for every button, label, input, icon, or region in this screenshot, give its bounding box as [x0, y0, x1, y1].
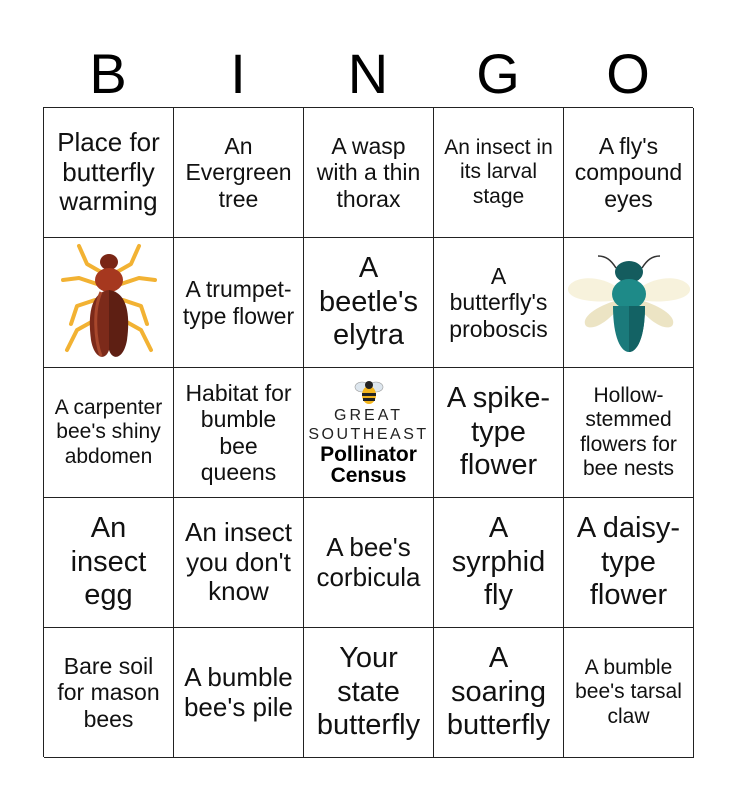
bingo-cell[interactable]: [174, 238, 304, 368]
bingo-cell-text: An insect egg: [70, 512, 147, 612]
bingo-cell-text: A trumpet-type flower: [182, 276, 295, 329]
bingo-cell[interactable]: [44, 628, 174, 758]
bingo-cell[interactable]: [174, 108, 304, 238]
header-letter-o: O: [606, 41, 650, 105]
bingo-cell-text: An Evergreen tree: [185, 132, 292, 212]
bingo-cell[interactable]: [434, 628, 564, 758]
header-letter-i: I: [230, 41, 246, 105]
logo-text-line4: Census: [330, 463, 407, 487]
bee-logo-icon: [354, 379, 384, 405]
bingo-cell[interactable]: [564, 238, 694, 368]
bingo-cell[interactable]: [44, 498, 174, 628]
header-letter-b: B: [89, 41, 127, 105]
bingo-cell[interactable]: [434, 108, 564, 238]
bingo-cell-text: A daisy-type flower: [576, 512, 681, 612]
bingo-cell-text: An insect in its larval stage: [444, 136, 553, 208]
bingo-cell-text: A syrphid fly: [451, 512, 546, 612]
bingo-cell[interactable]: [174, 498, 304, 628]
bingo-cell-text: A bumble bee's pile: [183, 661, 294, 722]
bingo-cell-text: Your state butterfly: [316, 642, 421, 742]
bingo-header: [43, 40, 693, 106]
bingo-cell-text: Bare soil for mason bees: [57, 652, 160, 732]
bingo-cell-text: Place for butterfly warming: [57, 126, 160, 217]
bingo-cell-text: A bumble bee's tarsal claw: [575, 656, 682, 728]
header-letter-n: N: [347, 41, 389, 105]
bingo-cell-text: A beetle's elytra: [318, 252, 419, 352]
bingo-cell[interactable]: [44, 368, 174, 498]
logo-text-line2: SOUTHEAST: [308, 425, 429, 443]
bingo-cell[interactable]: [44, 108, 174, 238]
bingo-cell-text: A fly's compound eyes: [574, 132, 683, 212]
bingo-cell[interactable]: [564, 108, 694, 238]
bingo-cell-text: A carpenter bee's shiny abdomen: [54, 396, 163, 468]
bingo-board: [43, 107, 693, 757]
bingo-cell[interactable]: [434, 238, 564, 368]
bingo-cell-text: An insect you don't know: [185, 516, 292, 607]
header-letter-g: G: [476, 41, 520, 105]
logo-text-line1: GREAT: [334, 407, 403, 425]
bingo-cell-text: A spike-type flower: [446, 382, 551, 482]
bingo-cell-text: A bee's corbicula: [316, 531, 421, 592]
bingo-cell-text: Hollow-stemmed flowers for bee nests: [580, 384, 677, 480]
bingo-cell-text: A wasp with a thin thorax: [316, 132, 421, 212]
bingo-cell[interactable]: [304, 108, 434, 238]
bingo-cell[interactable]: [304, 498, 434, 628]
bingo-cell-text: Habitat for bumble bee queens: [185, 379, 292, 485]
red-beetle-icon: [49, 240, 169, 366]
bingo-cell-text: A butterfly's proboscis: [449, 262, 548, 342]
pollinator-census-logo: [304, 368, 433, 497]
bingo-cell[interactable]: [44, 238, 174, 368]
bingo-cell[interactable]: [434, 498, 564, 628]
bingo-cell[interactable]: [564, 628, 694, 758]
bingo-cell[interactable]: [564, 368, 694, 498]
green-fly-icon: [566, 248, 692, 358]
bingo-cell[interactable]: [304, 368, 434, 498]
bingo-cell-text: A soaring butterfly: [446, 642, 551, 742]
bingo-cell[interactable]: [174, 628, 304, 758]
bingo-cell[interactable]: [564, 498, 694, 628]
logo-text-line3: Pollinator: [320, 442, 417, 466]
bingo-cell[interactable]: [304, 238, 434, 368]
bingo-cell[interactable]: [304, 628, 434, 758]
bingo-cell[interactable]: [174, 368, 304, 498]
bingo-cell[interactable]: [434, 368, 564, 498]
